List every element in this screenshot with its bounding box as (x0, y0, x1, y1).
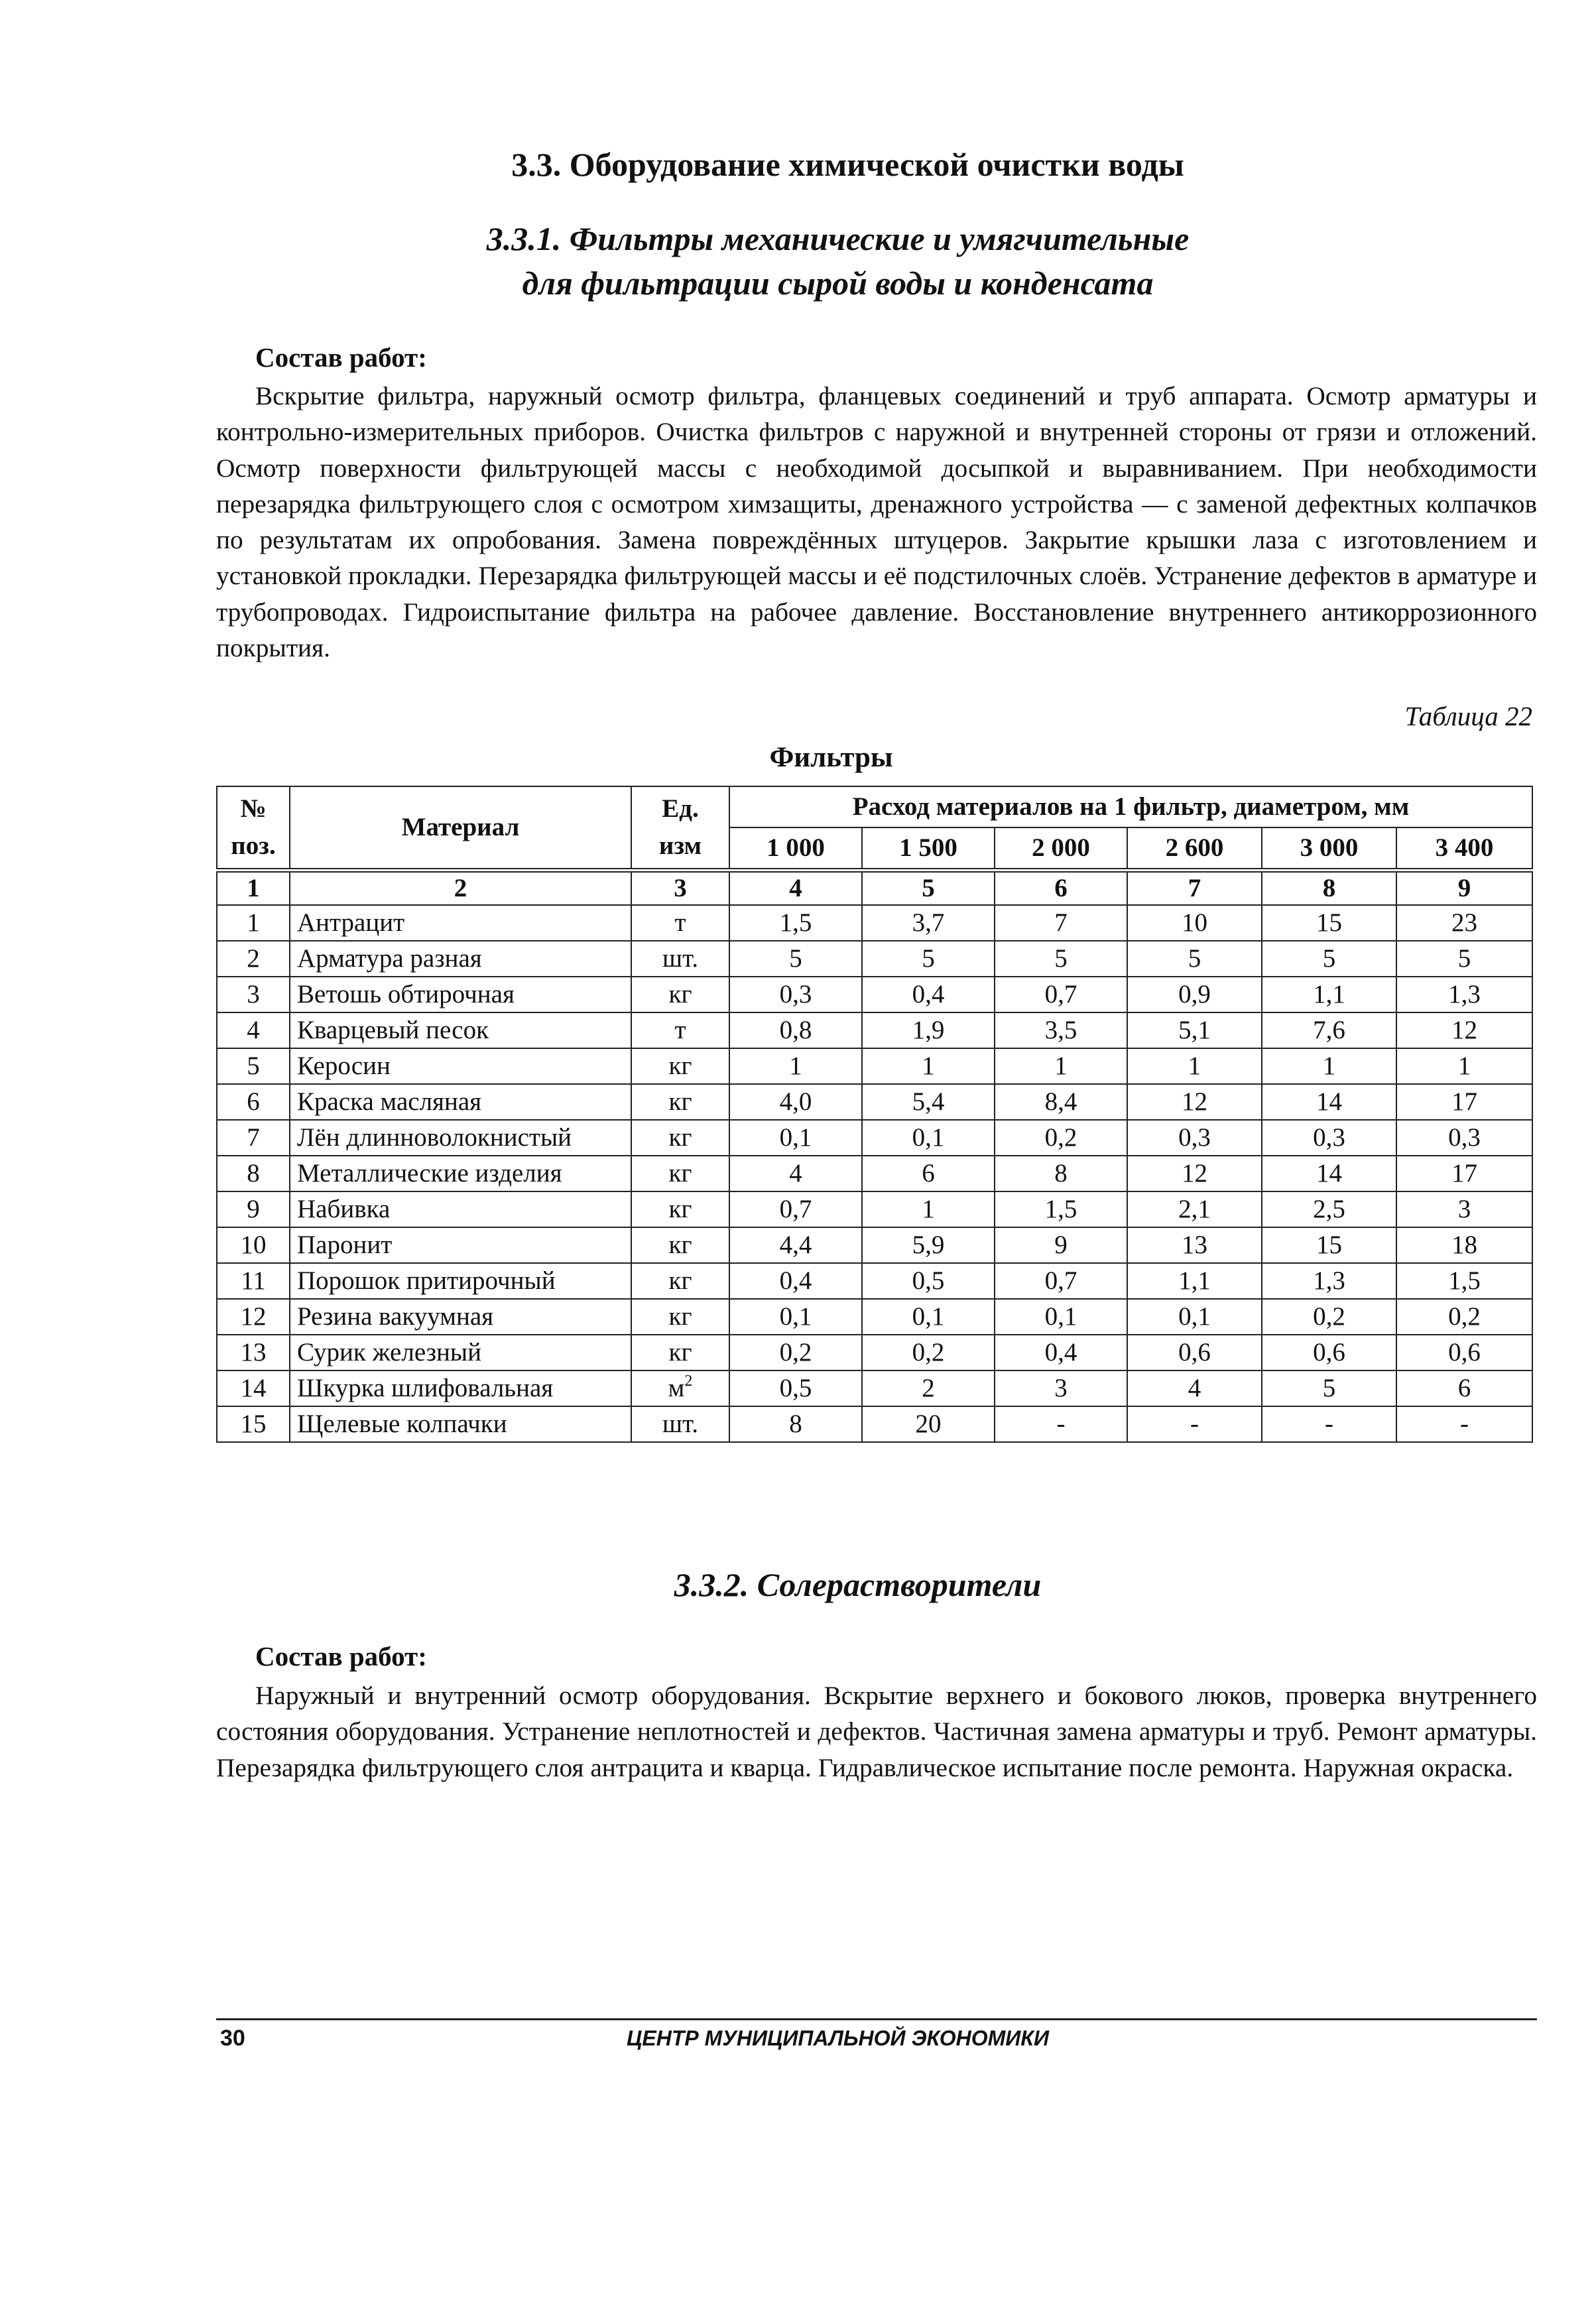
cell-value: 8 (729, 1406, 862, 1442)
header-unit-line-1: Ед. (662, 794, 699, 823)
unit-text: т (674, 1016, 686, 1044)
cell-position: 9 (217, 1191, 290, 1227)
cell-value: 8,4 (995, 1084, 1127, 1120)
cell-value: 0,5 (862, 1263, 995, 1299)
cell-position: 8 (217, 1156, 290, 1191)
cell-material: Арматура разная (290, 941, 631, 977)
header-diameter: 2 600 (1127, 827, 1262, 871)
cell-value: 0,1 (862, 1120, 995, 1156)
cell-value: - (995, 1406, 1127, 1442)
subsection-1-title-line-1: 3.3.1. Фильтры механические и умягчительные (486, 220, 1190, 257)
cell-value: 9 (995, 1227, 1127, 1263)
header-unit-line-2: изм (658, 831, 702, 860)
cell-position: 5 (217, 1048, 290, 1084)
cell-value: 14 (1262, 1156, 1396, 1191)
cell-value: 0,2 (995, 1120, 1127, 1156)
cell-unit (631, 1048, 729, 1084)
unit-text: кг (668, 1159, 692, 1187)
cell-value: 5 (1262, 1370, 1396, 1406)
cell-value: 0,1 (995, 1299, 1127, 1335)
cell-material: Шкурка шлифовальная (290, 1370, 631, 1406)
cell-value: 1 (1262, 1048, 1396, 1084)
page-number: 30 (220, 2026, 245, 2051)
header-diameter: 1 500 (862, 827, 995, 871)
cell-material: Антрацит (290, 905, 631, 941)
cell-value: 0,3 (1262, 1120, 1396, 1156)
table-row (217, 941, 1532, 977)
cell-unit (631, 977, 729, 1012)
subsection-2-works-label: Состав работ: (255, 1641, 427, 1672)
header-position-line-1: № (240, 794, 267, 823)
cell-unit (631, 1370, 729, 1406)
cell-position: 12 (217, 1299, 290, 1335)
unit-text: кг (668, 1052, 692, 1080)
cell-unit (631, 1120, 729, 1156)
cell-material: Лён длинноволокнистый (290, 1120, 631, 1156)
cell-position: 14 (217, 1370, 290, 1406)
cell-value: 0,3 (1396, 1120, 1532, 1156)
cell-unit (631, 1156, 729, 1191)
cell-value: 0,1 (1127, 1299, 1262, 1335)
cell-value: 2,1 (1127, 1191, 1262, 1227)
header-consumption: Расход материалов на 1 фильтр, диаметром, мм (729, 786, 1532, 827)
cell-unit (631, 905, 729, 941)
subsection-1-works-text: Вскрытие фильтра, наружный осмотр фильтра, фланцевых соединений и труб аппарата. Осмотр арматуры и контрольно-измерительных приборов. Очистка фильтров с наружной и внутренней стороны от грязи и отложений. Осмотр поверхности фильтрующей массы с необходимой досыпкой и выравниванием. При необходимости перезарядка фильтрующего слоя с осмотром химзащиты, дренажного устройства — с заменой дефектных колпачков по результатам их опробования. Замена повреждённых штуцеров. Закрытие крышки лаза с изготовлением и установкой прокладки. Перезарядка фильтрующей массы и её подстилочных слоёв. Устранение дефектов в арматуре и трубопроводах. Гидроиспытание фильтра на рабочее давление. Восстановление внутреннего антикоррозионного покрытия. (216, 381, 1537, 663)
cell-unit (631, 1227, 729, 1263)
cell-value: 1,1 (1262, 977, 1396, 1012)
cell-material: Краска масляная (290, 1084, 631, 1120)
unit-text: м (668, 1374, 685, 1402)
cell-value: 0,8 (729, 1012, 862, 1048)
cell-value: 3,7 (862, 905, 995, 941)
table-row (217, 1227, 1532, 1263)
cell-unit (631, 1299, 729, 1335)
cell-value: 12 (1127, 1156, 1262, 1191)
table-row (217, 905, 1532, 941)
cell-value: 0,2 (862, 1335, 995, 1370)
cell-position: 6 (217, 1084, 290, 1120)
cell-position: 3 (217, 977, 290, 1012)
cell-unit (631, 1263, 729, 1299)
cell-position: 2 (217, 941, 290, 977)
cell-material: Набивка (290, 1191, 631, 1227)
cell-material: Ветошь обтирочная (290, 977, 631, 1012)
table-row (217, 977, 1532, 1012)
table-row (217, 1370, 1532, 1406)
cell-value: 7 (995, 905, 1127, 941)
table-row (217, 1335, 1532, 1370)
cell-value: 20 (862, 1406, 995, 1442)
cell-value: 4,0 (729, 1084, 862, 1120)
cell-value: 23 (1396, 905, 1532, 941)
cell-value: 0,4 (995, 1335, 1127, 1370)
unit-text: кг (668, 1195, 692, 1223)
unit-text: кг (668, 1266, 692, 1295)
cell-value: 1,9 (862, 1012, 995, 1048)
cell-position: 11 (217, 1263, 290, 1299)
subsection-1-title-line-2: для фильтрации сырой воды и конденсата (522, 265, 1154, 302)
table-row (217, 1299, 1532, 1335)
header-diameter: 1 000 (729, 827, 862, 871)
cell-value: 1,1 (1127, 1263, 1262, 1299)
cell-value: 5,1 (1127, 1012, 1262, 1048)
cell-value: 5 (1127, 941, 1262, 977)
cell-value: 17 (1396, 1084, 1532, 1120)
cell-unit (631, 1191, 729, 1227)
unit-text: кг (668, 980, 692, 1008)
unit-superscript: 2 (684, 1372, 693, 1390)
cell-material: Керосин (290, 1048, 631, 1084)
cell-value: 17 (1396, 1156, 1532, 1191)
cell-value: 15 (1262, 905, 1396, 941)
cell-value: 0,1 (862, 1299, 995, 1335)
section-title: 3.3. Оборудование химической очистки воды (511, 146, 1184, 183)
cell-material: Порошок притирочный (290, 1263, 631, 1299)
column-number: 5 (862, 871, 995, 906)
column-number: 6 (995, 871, 1127, 906)
cell-value: 3,5 (995, 1012, 1127, 1048)
cell-position: 1 (217, 905, 290, 941)
cell-value: 5 (995, 941, 1127, 977)
cell-value: 0,3 (1127, 1120, 1262, 1156)
column-number: 2 (290, 871, 631, 906)
header-diameter: 2 000 (995, 827, 1127, 871)
cell-material: Металлические изделия (290, 1156, 631, 1191)
table-row (217, 1406, 1532, 1442)
cell-value: 0,4 (729, 1263, 862, 1299)
unit-text: кг (668, 1302, 692, 1331)
cell-unit (631, 1335, 729, 1370)
cell-value: 0,6 (1262, 1335, 1396, 1370)
cell-value: 1 (729, 1048, 862, 1084)
cell-value: 0,4 (862, 977, 995, 1012)
cell-value: - (1396, 1406, 1532, 1442)
table-row (217, 1120, 1532, 1156)
cell-value: 12 (1396, 1012, 1532, 1048)
cell-value: 6 (1396, 1370, 1532, 1406)
cell-value: 1 (995, 1048, 1127, 1084)
table-row (217, 1012, 1532, 1048)
cell-value: 0,7 (729, 1191, 862, 1227)
column-number: 9 (1396, 871, 1532, 906)
unit-text: шт. (662, 1410, 698, 1438)
cell-value: 3 (995, 1370, 1127, 1406)
cell-value: - (1262, 1406, 1396, 1442)
cell-value: 5 (1396, 941, 1532, 977)
cell-material: Резина вакуумная (290, 1299, 631, 1335)
cell-value: 0,2 (1396, 1299, 1532, 1335)
cell-value: 0,9 (1127, 977, 1262, 1012)
cell-value: 5,4 (862, 1084, 995, 1120)
header-position-line-2: поз. (231, 831, 276, 860)
cell-value: 1,5 (1396, 1263, 1532, 1299)
cell-value: 0,6 (1127, 1335, 1262, 1370)
cell-value: 13 (1127, 1227, 1262, 1263)
cell-value: 6 (862, 1156, 995, 1191)
cell-material: Сурик железный (290, 1335, 631, 1370)
cell-unit (631, 1084, 729, 1120)
unit-text: кг (668, 1338, 692, 1367)
unit-text: т (674, 908, 686, 937)
cell-value: 1 (862, 1191, 995, 1227)
unit-text: кг (668, 1087, 692, 1116)
cell-value: 5 (1262, 941, 1396, 977)
table-body (217, 905, 1532, 1442)
column-number: 8 (1262, 871, 1396, 906)
column-number: 3 (631, 871, 729, 906)
subsection-1-works-label: Состав работ: (255, 342, 427, 373)
cell-unit (631, 1406, 729, 1442)
table-title: Фильтры (769, 742, 893, 773)
cell-value: 15 (1262, 1227, 1396, 1263)
cell-value: 5,9 (862, 1227, 995, 1263)
cell-value: 5 (862, 941, 995, 977)
table-row (217, 1263, 1532, 1299)
cell-position: 4 (217, 1012, 290, 1048)
cell-value: 0,6 (1396, 1335, 1532, 1370)
cell-value: 1,3 (1262, 1263, 1396, 1299)
cell-value: 4 (1127, 1370, 1262, 1406)
unit-text: шт. (662, 944, 698, 973)
table-row (217, 1191, 1532, 1227)
cell-position: 15 (217, 1406, 290, 1442)
materials-table (216, 786, 1533, 1443)
cell-value: 1,5 (995, 1191, 1127, 1227)
cell-position: 10 (217, 1227, 290, 1263)
subsection-2-works-text: Наружный и внутренний осмотр оборудования. Вскрытие верхнего и бокового люков, проверка внутреннего состояния оборудования. Устранение неплотностей и дефектов. Частичная замена арматуры и труб. Ремонт арматуры. Перезарядка фильтрующего слоя антрацита и кварца. Гидравлическое испытание после ремонта. Наружная окраска. (216, 1681, 1537, 1782)
cell-value: 0,3 (729, 977, 862, 1012)
cell-value: 7,6 (1262, 1012, 1396, 1048)
cell-value: 1,5 (729, 905, 862, 941)
cell-value: 0,1 (729, 1120, 862, 1156)
subsection-2-title: 3.3.2. Солерастворители (674, 1566, 1042, 1603)
cell-value: 0,2 (1262, 1299, 1396, 1335)
table-caption: Таблица 22 (1404, 701, 1532, 731)
cell-value: 12 (1127, 1084, 1262, 1120)
cell-value: 0,5 (729, 1370, 862, 1406)
cell-value: 4 (729, 1156, 862, 1191)
cell-value: 1,3 (1396, 977, 1532, 1012)
column-number: 7 (1127, 871, 1262, 906)
cell-value: 4,4 (729, 1227, 862, 1263)
footer-divider (216, 2018, 1537, 2020)
cell-value: 1 (1396, 1048, 1532, 1084)
unit-text: кг (668, 1123, 692, 1152)
table-row (217, 1084, 1532, 1120)
header-unit (631, 786, 729, 871)
cell-position: 13 (217, 1335, 290, 1370)
cell-value: 1 (862, 1048, 995, 1084)
cell-value: 0,2 (729, 1335, 862, 1370)
table-row (217, 1156, 1532, 1191)
cell-value: 8 (995, 1156, 1127, 1191)
header-material: Материал (290, 786, 631, 871)
cell-unit (631, 941, 729, 977)
column-number: 4 (729, 871, 862, 906)
cell-value: 3 (1396, 1191, 1532, 1227)
cell-value: - (1127, 1406, 1262, 1442)
cell-value: 0,7 (995, 977, 1127, 1012)
cell-value: 14 (1262, 1084, 1396, 1120)
column-number: 1 (217, 871, 290, 906)
table-row (217, 1048, 1532, 1084)
cell-material: Щелевые колпачки (290, 1406, 631, 1442)
header-diameter: 3 000 (1262, 827, 1396, 871)
cell-value: 2,5 (1262, 1191, 1396, 1227)
header-diameter: 3 400 (1396, 827, 1532, 871)
cell-material: Паронит (290, 1227, 631, 1263)
cell-value: 18 (1396, 1227, 1532, 1263)
cell-position: 7 (217, 1120, 290, 1156)
cell-value: 1 (1127, 1048, 1262, 1084)
cell-value: 10 (1127, 905, 1262, 941)
cell-value: 2 (862, 1370, 995, 1406)
cell-value: 0,7 (995, 1263, 1127, 1299)
cell-unit (631, 1012, 729, 1048)
cell-material: Кварцевый песок (290, 1012, 631, 1048)
cell-value: 5 (729, 941, 862, 977)
cell-value: 0,1 (729, 1299, 862, 1335)
footer-organization: ЦЕНТР МУНИЦИПАЛЬНОЙ ЭКОНОМИКИ (627, 2026, 1049, 2050)
header-position (217, 786, 290, 871)
unit-text: кг (668, 1231, 692, 1259)
